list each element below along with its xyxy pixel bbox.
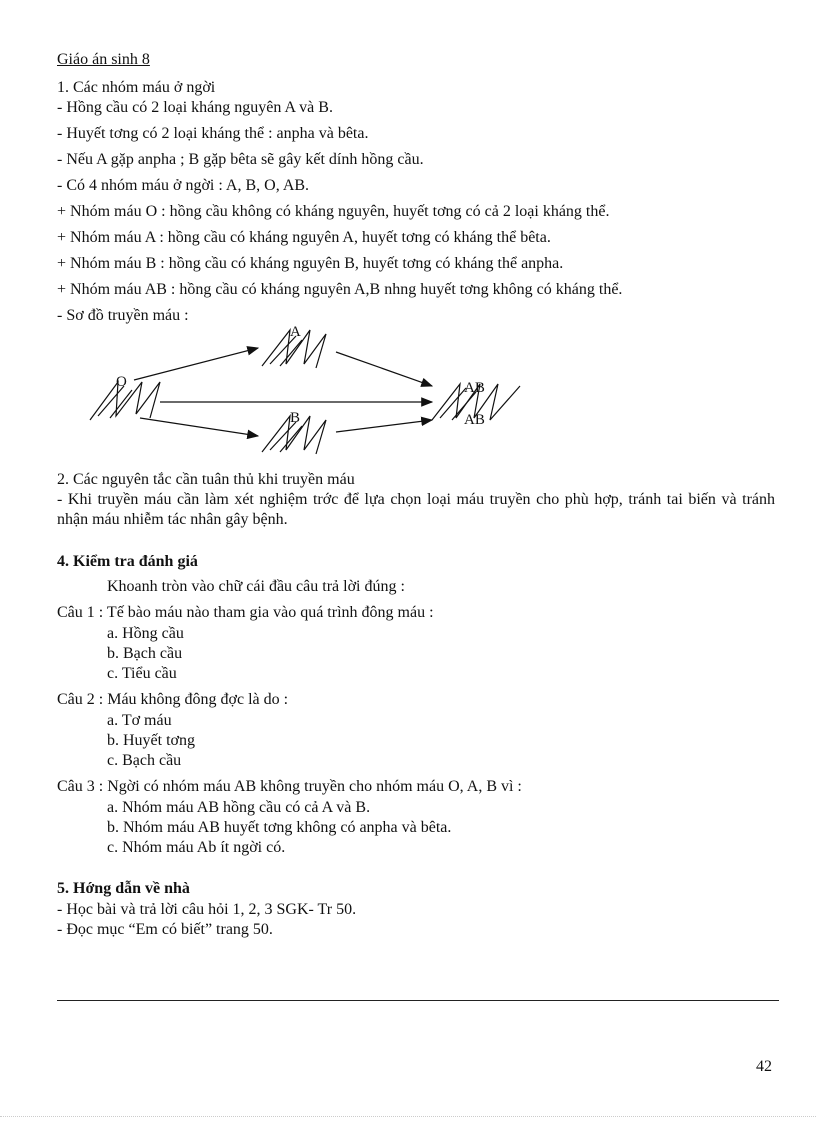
- node-ab-label-bottom: AB: [464, 412, 485, 428]
- section1-line: - Nếu A gặp anpha ; B gặp bêta sẽ gây kết dính hồng cầu.: [57, 151, 424, 168]
- page-header: Giáo án sinh 8: [57, 51, 150, 68]
- section5-title: 5. Hớng dẫn về nhà: [57, 880, 190, 897]
- question-1-option: b. Bạch cầu: [107, 645, 183, 662]
- question-1-option: a. Hồng cầu: [107, 625, 184, 642]
- question-2-option: b. Huyết tơng: [107, 732, 196, 749]
- node-ab-label-top: AB: [464, 380, 485, 396]
- question-2-option: c. Bạch cầu: [107, 752, 182, 769]
- section1-line: + Nhóm máu O : hồng cầu không có kháng nguyên, huyết tơng có cả 2 loại kháng thể.: [57, 203, 610, 220]
- section1-line: - Sơ đồ truyền máu :: [57, 307, 189, 324]
- arrow-o-to-a: [134, 348, 258, 380]
- bottom-dotted-edge: [0, 1116, 816, 1117]
- section4-instruction: Khoanh tròn vào chữ cái đầu câu trả lời đúng :: [107, 578, 405, 595]
- section1-line: + Nhóm máu A : hồng cầu có kháng nguyên A, huyết tơng có kháng thể bêta.: [57, 229, 551, 246]
- arrow-o-to-b: [140, 418, 258, 436]
- section1-line: - Hồng cầu có 2 loại kháng nguyên A và B.: [57, 99, 333, 116]
- node-o-label: O: [116, 374, 127, 390]
- footer-rule: [57, 1000, 779, 1001]
- node-a-label: A: [290, 324, 301, 340]
- question-3-option: a. Nhóm máu AB hồng cầu có cả A và B.: [107, 799, 371, 816]
- question-2-option: a. Tơ máu: [107, 712, 172, 729]
- section5-line: - Học bài và trả lời câu hỏi 1, 2, 3 SGK- Tr 50.: [57, 901, 357, 918]
- arrow-a-to-ab: [336, 352, 432, 386]
- section1-line: + Nhóm máu B : hồng cầu có kháng nguyên B, huyết tơng có kháng thể anpha.: [57, 255, 564, 272]
- section5-line: - Đọc mục “Em có biết” trang 50.: [57, 921, 273, 938]
- page-number: 42: [756, 1058, 772, 1075]
- section1-line: - Huyết tơng có 2 loại kháng thể : anpha và bêta.: [57, 125, 369, 142]
- arrow-b-to-ab: [336, 420, 432, 432]
- section2-title: 2. Các nguyên tắc cần tuân thủ khi truyền máu: [57, 471, 355, 488]
- section4-title: 4. Kiểm tra đánh giá: [57, 553, 198, 570]
- section2-text: - Khi truyền máu cần làm xét nghiệm trớc để lựa chọn loại máu truyền cho phù hợp, tránh tai biến và tránh nhận máu nhiễm tác nhân gây bệnh.: [57, 491, 775, 528]
- node-b-label: B: [290, 410, 301, 426]
- question-3-option: c. Nhóm máu Ab ít ngời có.: [107, 839, 286, 856]
- question-1: Câu 1 : Tế bào máu nào tham gia vào quá trình đông máu :: [57, 604, 434, 621]
- section1-line: + Nhóm máu AB : hồng cầu có kháng nguyên A,B nhng huyết tơng không có kháng thể.: [57, 281, 623, 298]
- question-3-option: b. Nhóm máu AB huyết tơng không có anpha và bêta.: [107, 819, 452, 836]
- question-2: Câu 2 : Máu không đông đợc là do :: [57, 691, 289, 708]
- blood-transfusion-diagram: [80, 320, 540, 470]
- section1-title: 1. Các nhóm máu ở ngời: [57, 79, 216, 96]
- section1-line: - Có 4 nhóm máu ở ngời : A, B, O, AB.: [57, 177, 310, 194]
- question-1-option: c. Tiểu cầu: [107, 665, 177, 682]
- question-3: Câu 3 : Ngời có nhóm máu AB không truyền cho nhóm máu O, A, B vì :: [57, 778, 522, 795]
